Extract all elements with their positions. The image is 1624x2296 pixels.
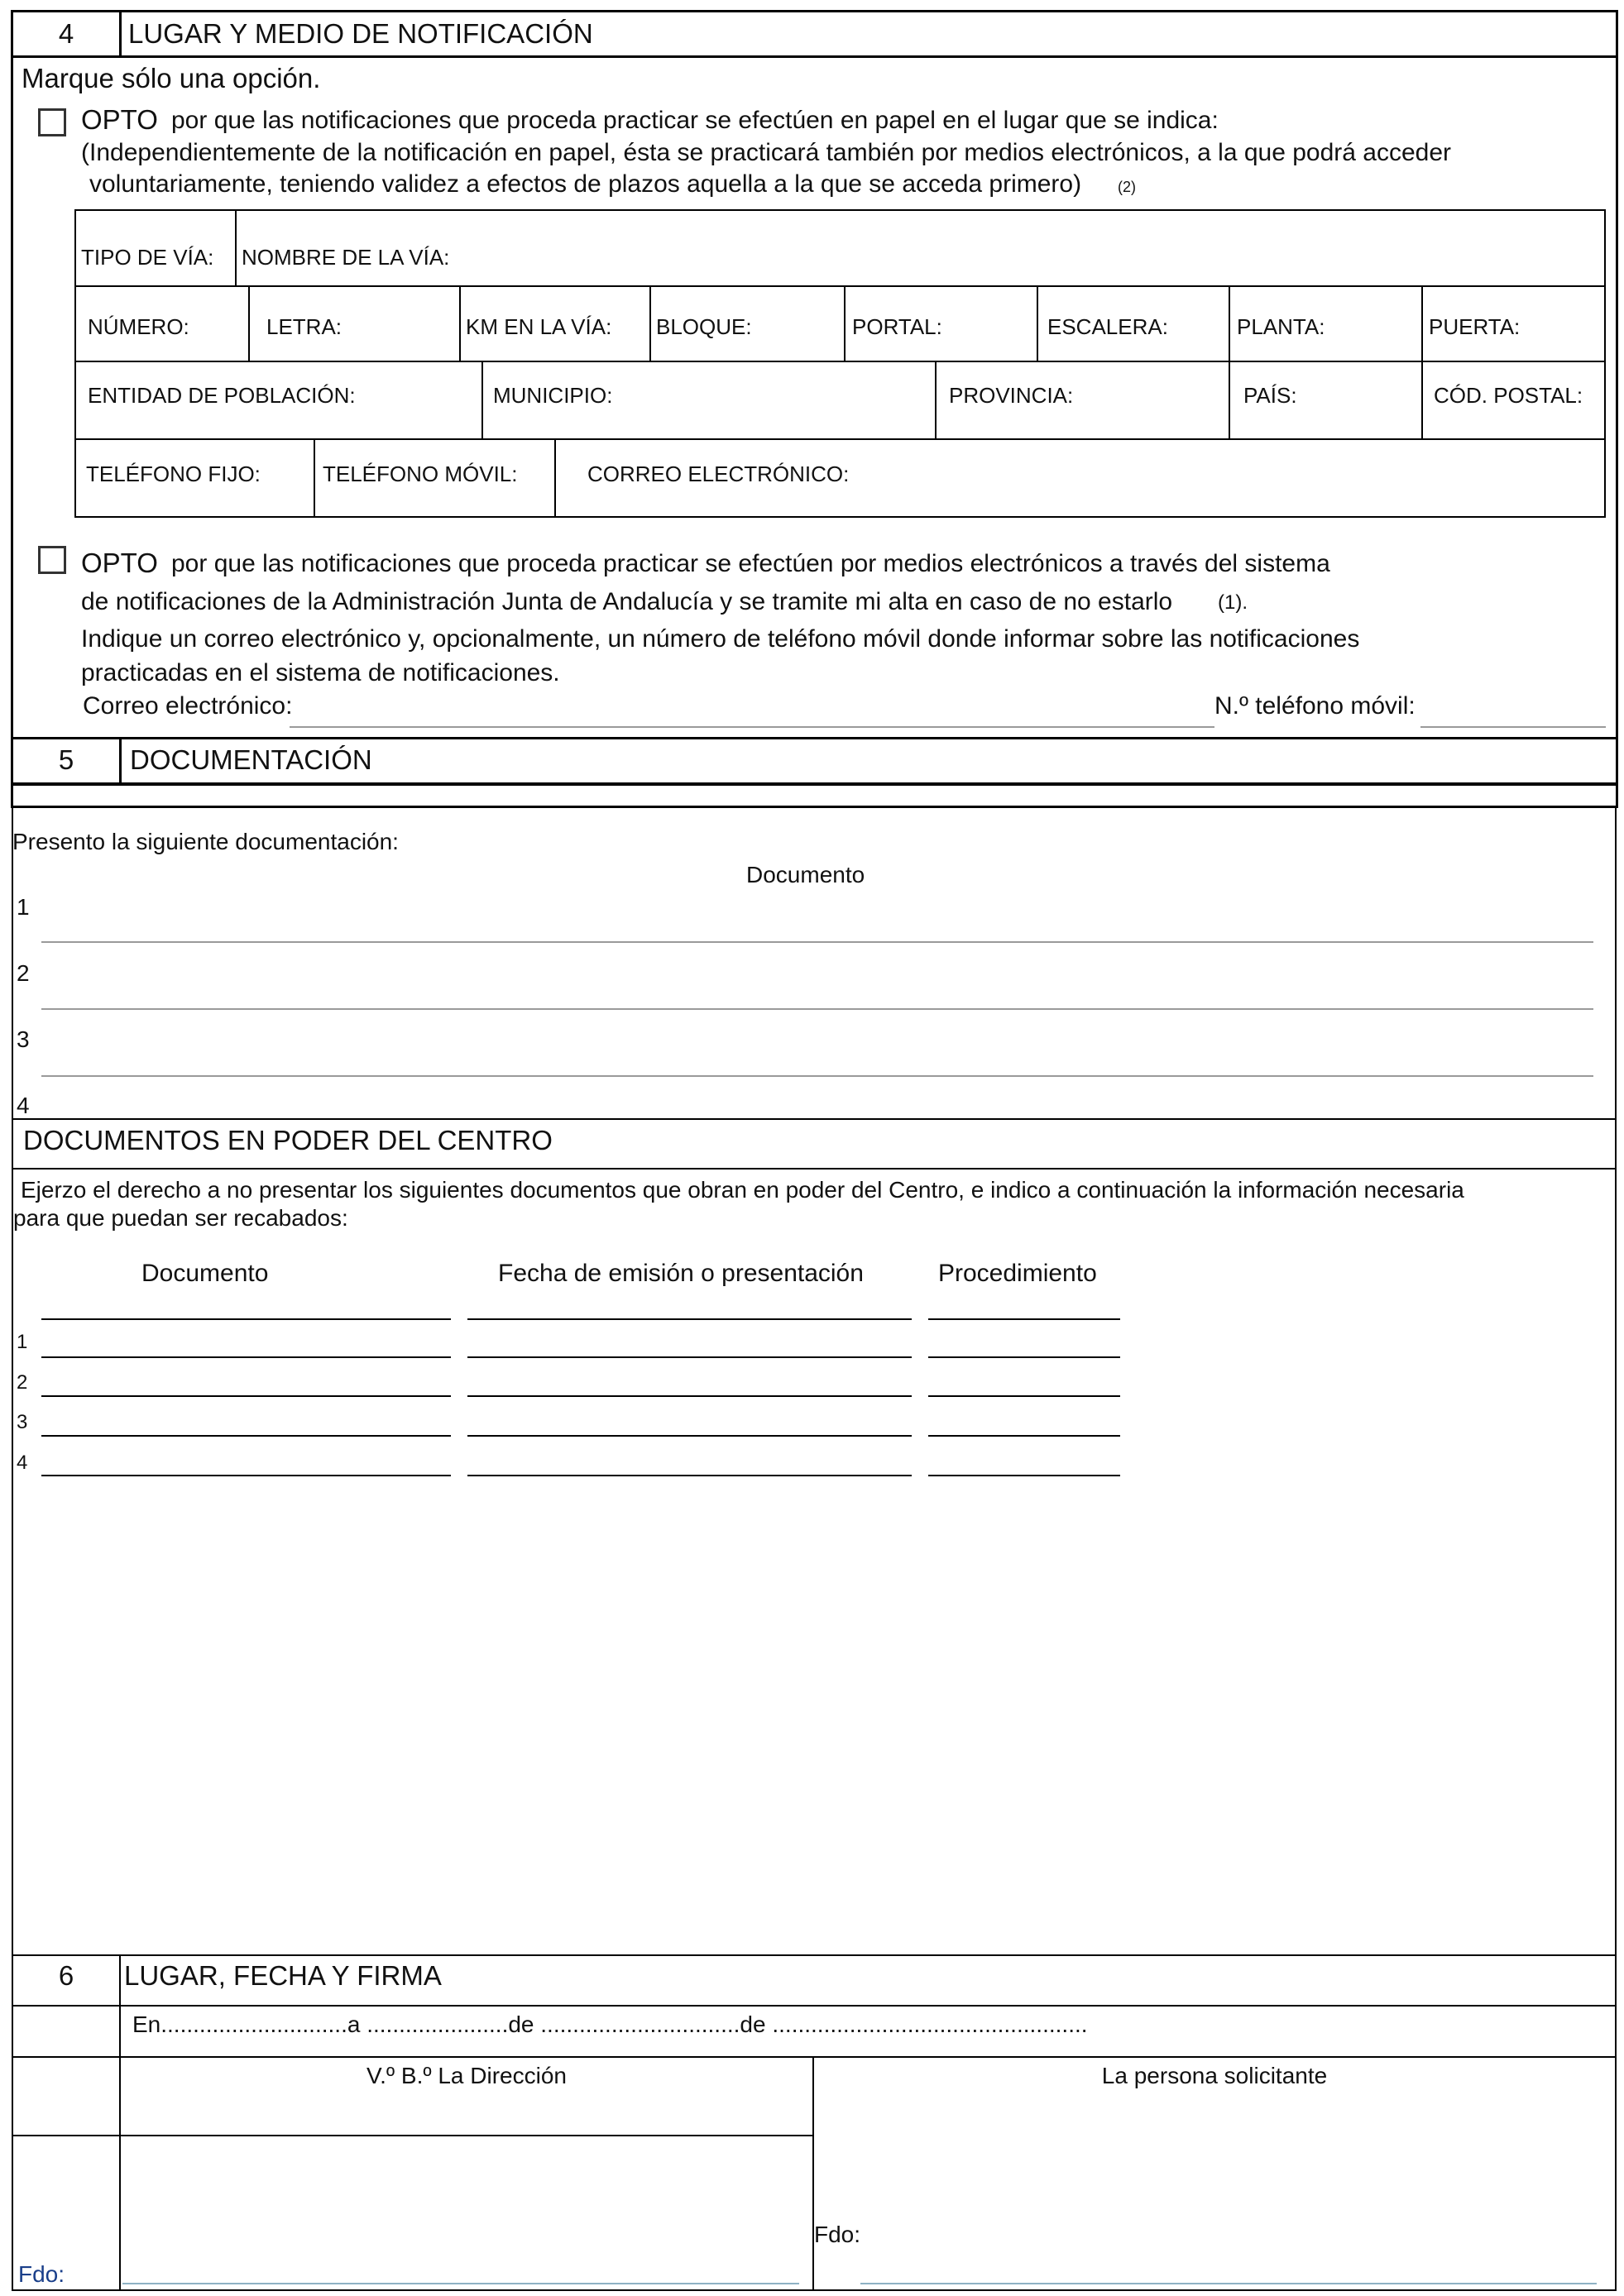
puerta-field[interactable]: PUERTA: [1429,314,1521,339]
centro-col-documento: Documento [141,1260,269,1287]
section-5-title: DOCUMENTACIÓN [130,744,372,775]
pais-field[interactable]: PAÍS: [1243,383,1297,408]
opt-paper-line1: por que las notificaciones que proceda practicar se efectúen en papel en el lugar que se indica: [171,107,1219,134]
doc-row-line[interactable] [41,1075,1593,1077]
section-4-title: LUGAR Y MEDIO DE NOTIFICACIÓN [128,18,593,49]
centro-row-number: 2 [17,1371,28,1394]
opt-paper-note: (2) [1118,179,1136,195]
centro-proc-line[interactable] [928,1395,1120,1397]
numero-field[interactable]: NÚMERO: [88,314,189,339]
centro-fecha-line[interactable] [467,1475,912,1476]
instruction-text: Marque sólo una opción. [22,63,321,93]
nombre-via-field[interactable]: NOMBRE DE LA VÍA: [242,245,450,270]
doc-row-number: 1 [17,894,30,920]
centro-title: DOCUMENTOS EN PODER DEL CENTRO [23,1125,553,1155]
doc-row-number: 4 [17,1093,30,1118]
centro-fecha-line[interactable] [467,1395,912,1397]
centro-proc-line[interactable] [928,1475,1120,1476]
centro-col-fecha: Fecha de emisión o presentación [498,1260,864,1287]
centro-line1: Ejerzo el derecho a no presentar los siguientes documentos que obran en poder del Centro, e indico a continuación la información necesaria [21,1177,1464,1203]
correo-field[interactable]: CORREO ELECTRÓNICO: [587,462,850,486]
opt-electronic-line2: de notificaciones de la Administración Junta de Andalucía y se tramite mi alta en caso de no estarlo [81,588,1173,615]
centro-fecha-line[interactable] [467,1356,912,1358]
place-date-line[interactable]: En.............................a ......................de ...............................de ................................................. [132,2011,1088,2037]
km-field[interactable]: KM EN LA VÍA: [466,314,612,339]
opt-paper-opto: OPTO [81,104,158,135]
documentation-intro: Presento la siguiente documentación: [12,829,399,854]
centro-doc-line[interactable] [41,1475,451,1476]
centro-col-procedimiento: Procedimiento [938,1260,1097,1287]
documentation-column: Documento [746,862,865,887]
centro-doc-line[interactable] [41,1395,451,1397]
centro-row-number: 1 [17,1331,28,1353]
centro-row-number: 3 [17,1411,28,1433]
entidad-field[interactable]: ENTIDAD DE POBLACIÓN: [88,383,356,408]
provincia-field[interactable]: PROVINCIA: [949,383,1074,408]
opt-paper-line3: voluntariamente, teniendo validez a efectos de plazos aquella a la que se acceda primero) [89,170,1082,198]
centro-doc-line[interactable] [41,1356,451,1358]
centro-proc-line[interactable] [928,1356,1120,1358]
section-6-number: 6 [58,1960,74,1991]
doc-row-number: 2 [17,960,30,986]
municipio-field[interactable]: MUNICIPIO: [493,383,613,408]
section-4-number: 4 [58,18,74,49]
signature-line-right[interactable] [860,2283,1597,2284]
opt-paper-line2: (Independientemente de la notificación en papel, ésta se practicará también por medios electrónicos, a la que podrá acceder [81,139,1452,166]
letra-field[interactable]: LETRA: [266,314,343,339]
doc-row-line[interactable] [41,1008,1593,1010]
vb-direccion-label: V.º B.º La Dirección [366,2063,567,2088]
centro-line2: para que puedan ser recabados: [13,1205,348,1231]
opt-electronic-checkbox[interactable] [38,546,66,574]
opt-electronic-note: (1). [1218,591,1248,614]
doc-row-number: 3 [17,1026,30,1052]
bloque-field[interactable]: BLOQUE: [656,314,752,339]
section-5-band [11,783,1618,808]
planta-field[interactable]: PLANTA: [1237,314,1325,339]
opt-electronic-line4: practicadas en el sistema de notificaciones. [81,659,560,686]
fdo-left-label: Fdo: [18,2261,65,2287]
phone-label: N.º teléfono móvil: [1214,692,1416,720]
opt-electronic-line3: Indique un correo electrónico y, opcionalmente, un número de teléfono móvil donde informar sobre las notificaciones [81,625,1360,653]
doc-row-line[interactable] [41,941,1593,943]
tipo-via-field[interactable]: TIPO DE VÍA: [81,245,214,270]
centro-fecha-line[interactable] [467,1435,912,1437]
opt-paper-checkbox[interactable] [38,108,66,136]
solicitante-label: La persona solicitante [1101,2063,1328,2088]
telefono-fijo-field[interactable]: TELÉFONO FIJO: [86,462,261,486]
centro-row-number: 4 [17,1452,28,1474]
opt-electronic-opto: OPTO [81,548,158,578]
phone-input-line[interactable] [1420,726,1606,728]
cp-field[interactable]: CÓD. POSTAL: [1434,383,1583,408]
signature-line-left[interactable] [122,2283,799,2284]
portal-field[interactable]: PORTAL: [852,314,942,339]
section-5-number: 5 [58,744,74,775]
centro-proc-line[interactable] [928,1435,1120,1437]
opt-electronic-line1: por que las notificaciones que proceda practicar se efectúen por medios electrónicos a través del sistema [171,550,1330,577]
escalera-field[interactable]: ESCALERA: [1047,314,1168,339]
section-6-title: LUGAR, FECHA Y FIRMA [124,1960,442,1991]
fdo-right-label: Fdo: [814,2222,861,2247]
email-label: Correo electrónico: [83,692,293,720]
centro-doc-line[interactable] [41,1435,451,1437]
telefono-movil-field[interactable]: TELÉFONO MÓVIL: [323,462,518,486]
email-input-line[interactable] [290,726,1214,728]
